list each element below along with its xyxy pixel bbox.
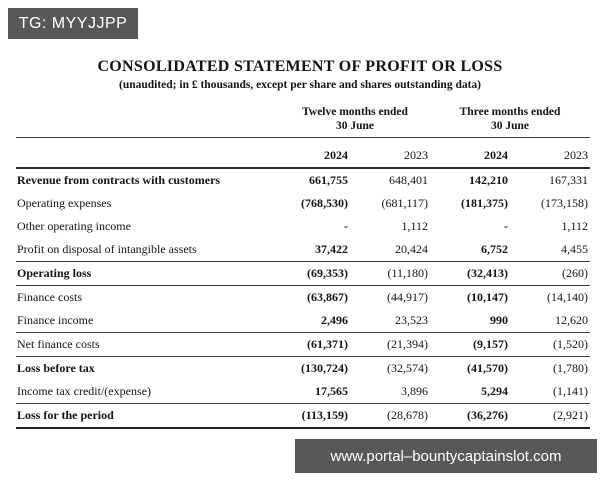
cell-value: (14,140) [547,290,589,305]
table-row [16,356,590,380]
cell-value: (260) [510,261,590,285]
period-group-subline: 30 June [335,120,375,133]
period-group-subline: 30 June [491,120,530,133]
cell-value: 4,455 [510,238,590,262]
cell-value: (61,371) [280,332,350,356]
cell-value: (2,921) [510,403,590,428]
period-group-three-months [430,106,590,137]
header-spacer-cell [16,106,280,137]
statement-title: CONSOLIDATED STATEMENT OF PROFIT OR LOSS [97,58,503,75]
header-spacer-cell [16,137,280,168]
cell-value: 2,496 [280,309,350,333]
cell-value: 6,752 [430,238,510,262]
financial-statement-document [0,58,600,429]
row-label: Other operating income [17,219,131,234]
year-header: 2024 [430,137,510,168]
row-label: Profit on disposal of intangible assets [16,238,280,262]
cell-value: (10,147) [467,290,509,305]
cell-value: (32,413) [430,261,510,285]
year-header: 2023 [350,137,430,168]
table-row [16,332,590,356]
statement-subtitle: (unaudited; in £ thousands, except per share and shares outstanding data) [118,78,481,91]
cell-value: 1,112 [561,219,589,234]
table-row [16,261,590,285]
cell-value: 661,755 [309,173,348,188]
row-label: Operating loss [16,261,280,285]
year-header-row [16,137,590,168]
cell-value: 648,401 [389,173,429,188]
cell-value: 1,112 [401,219,429,234]
table-row [16,215,590,238]
telegram-badge-label: TG: MYYJJPP [18,14,128,32]
period-group-header-row [16,106,590,137]
row-label: Finance costs [17,290,82,305]
watermark-bar [295,439,597,473]
period-group-twelve-months [280,106,430,137]
table-row [16,403,590,428]
cell-value: (11,180) [350,261,430,285]
cell-value: 23,523 [350,309,430,333]
cell-value: (63,867) [307,290,348,305]
row-label: Loss before tax [17,361,95,376]
table-row [16,168,590,192]
table-row [16,285,590,309]
cell-value: - [504,219,509,234]
cell-value: - [344,219,348,234]
table-row [16,380,590,404]
cell-value: (36,276) [430,403,510,428]
row-label: Operating expenses [17,196,112,211]
cell-value: (32,574) [387,361,429,376]
cell-value: 20,424 [350,238,430,262]
year-header: 2023 [510,137,590,168]
cell-value: 3,896 [350,380,430,404]
cell-value: 12,620 [510,309,590,333]
row-label: Loss for the period [16,403,280,428]
cell-value: (681,117) [381,196,429,211]
cell-value: (1,141) [510,380,590,404]
cell-value: (1,520) [510,332,590,356]
cell-value: (173,158) [541,196,589,211]
cell-value: (41,570) [467,361,509,376]
period-group-label: Twelve months ended [302,106,408,119]
cell-value: 17,565 [280,380,350,404]
cell-value: (44,917) [387,290,429,305]
table-row [16,238,590,262]
cell-value: (1,780) [553,361,589,376]
table-row [16,192,590,215]
telegram-badge [8,8,138,39]
cell-value: (69,353) [280,261,350,285]
table-row [16,309,590,333]
cell-value: 37,422 [280,238,350,262]
cell-value: (113,159) [280,403,350,428]
cell-value: (181,375) [461,196,509,211]
row-label: Income tax credit/(expense) [16,380,280,404]
period-group-label: Three months ended [459,106,561,119]
row-label: Finance income [16,309,280,333]
cell-value: 990 [430,309,510,333]
row-label: Net finance costs [16,332,280,356]
cell-value: (28,678) [350,403,430,428]
cell-value: (768,530) [301,196,348,211]
year-header: 2024 [280,137,350,168]
profit-or-loss-table [16,106,590,429]
watermark-url: www.portal–bountycaptainslot.com [330,447,562,465]
cell-value: 167,331 [549,173,589,188]
cell-value: 5,294 [430,380,510,404]
row-label: Revenue from contracts with customers [17,173,221,188]
cell-value: 142,210 [469,173,509,188]
cell-value: (130,724) [301,361,348,376]
cell-value: (9,157) [430,332,510,356]
cell-value: (21,394) [350,332,430,356]
